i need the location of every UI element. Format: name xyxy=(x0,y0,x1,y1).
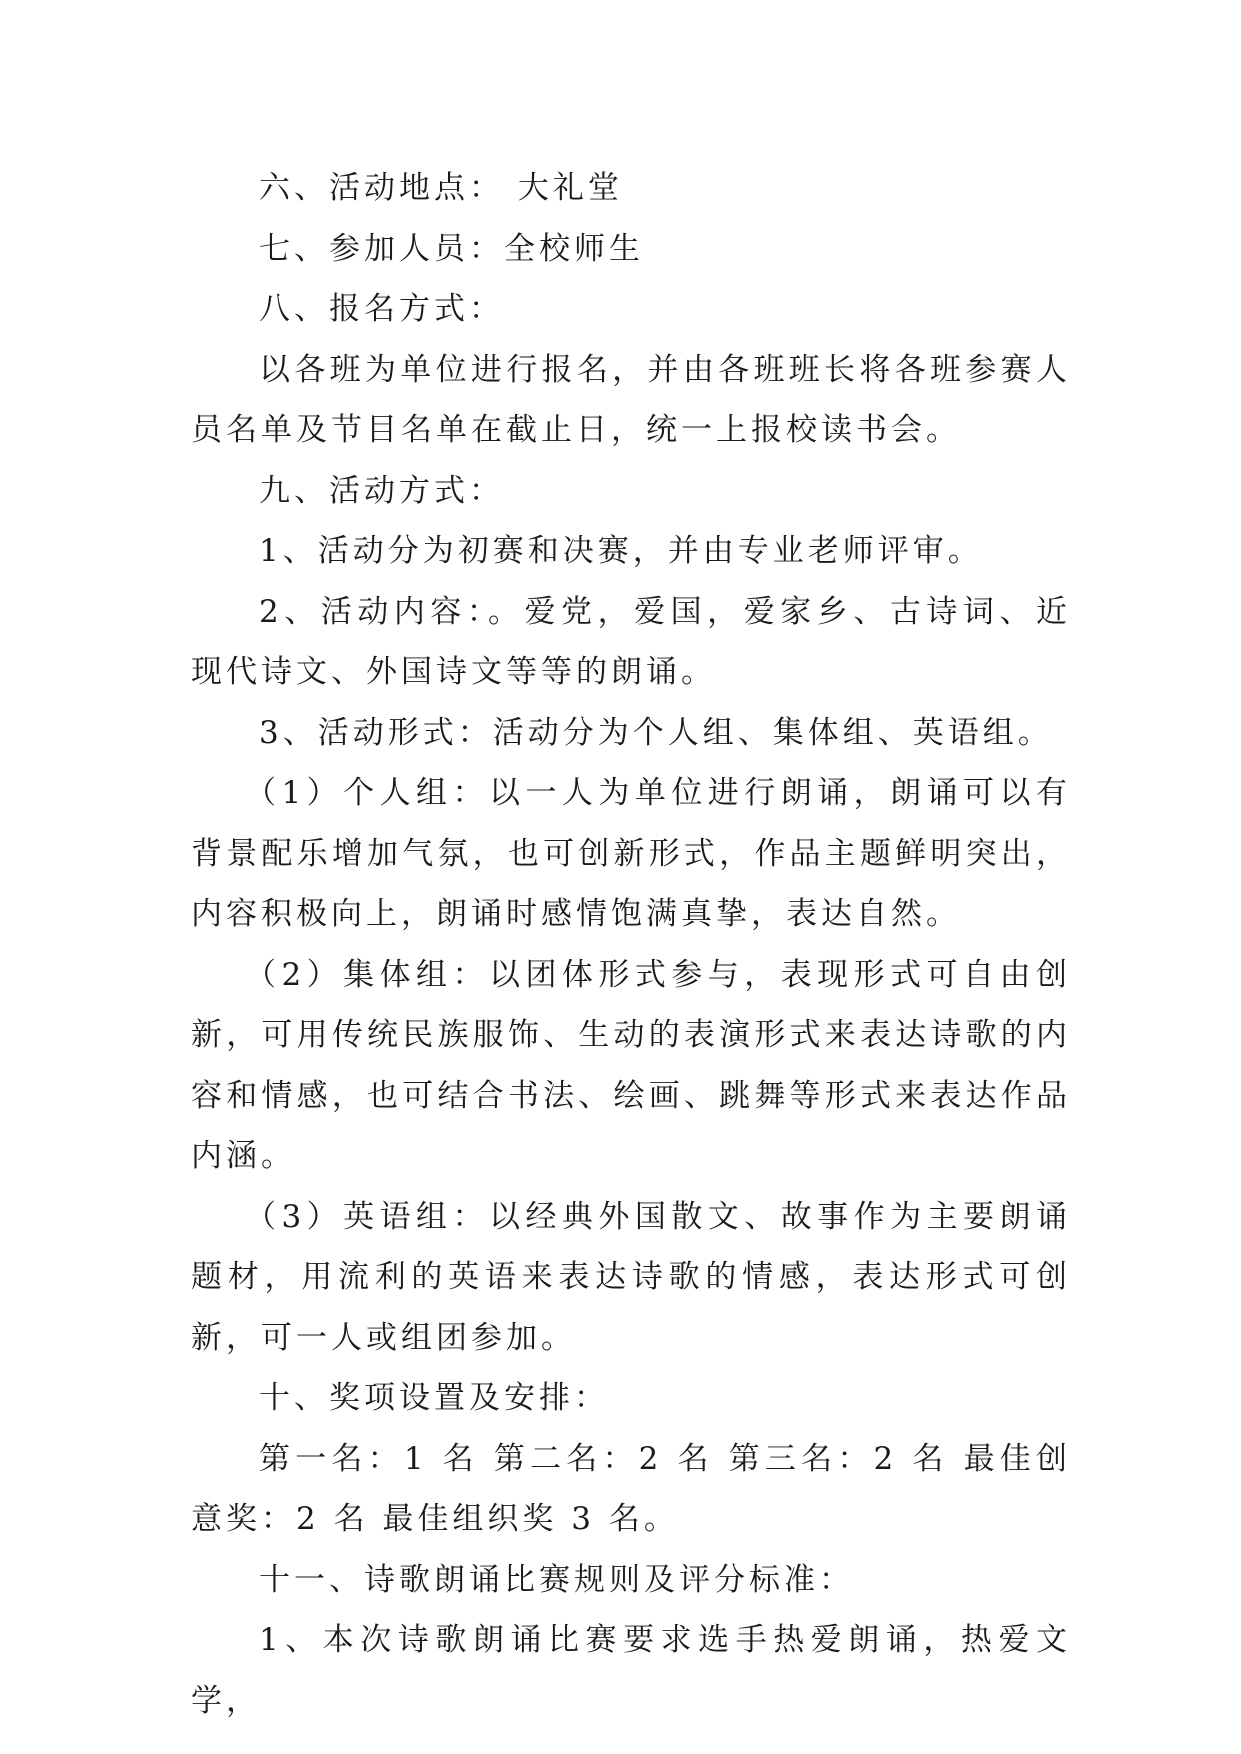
paragraph-participants: 七、参加人员：全校师生 xyxy=(259,230,644,267)
paragraph-venue: 六、活动地点： 大礼堂 xyxy=(259,170,623,206)
paragraph-awards-body: 第一名：1 名 第二名：2 名 第三名：2 名 最佳创意奖：2 名 最佳组织奖 3 名。 xyxy=(191,1440,1071,1537)
paragraph-registration-heading: 八、报名方式： xyxy=(259,291,504,327)
document-body xyxy=(191,158,1071,1731)
paragraph-english-group: （3）英语组：以经典外国散文、故事作为主要朗诵题材，用流利的英语来表达诗歌的情感，表达形式可创新，可一人或组团参加。 xyxy=(191,1198,1071,1356)
paragraph-method-2: 2、活动内容：。爱党，爱国，爱家乡、古诗词、近现代诗文、外国诗文等等的朗诵。 xyxy=(191,593,1071,690)
paragraph-method-1: 1、活动分为初赛和决赛，并由专业老师评审。 xyxy=(259,533,983,569)
paragraph-awards-heading: 十、奖项设置及安排： xyxy=(259,1380,609,1416)
paragraph-rules-1: 1、本次诗歌朗诵比赛要求选手热爱朗诵，热爱文学， xyxy=(191,1622,1071,1719)
paragraph-method-3: 3、活动形式：活动分为个人组、集体组、英语组。 xyxy=(259,714,1053,751)
paragraph-rules-heading: 十一、诗歌朗诵比赛规则及评分标准： xyxy=(259,1561,854,1598)
paragraph-method-heading: 九、活动方式： xyxy=(259,472,504,509)
paragraph-individual-group: （1）个人组：以一人为单位进行朗诵，朗诵可以有背景配乐增加气氛，也可创新形式，作品主题鲜明突出，内容积极向上，朗诵时感情饱满真挚，表达自然。 xyxy=(191,775,1071,932)
paragraph-registration-body: 以各班为单位进行报名，并由各班班长将各班参赛人员名单及节目名单在截止日，统一上报校读书会。 xyxy=(191,351,1071,448)
paragraph-collective-group: （2）集体组：以团体形式参与，表现形式可自由创新，可用传统民族服饰、生动的表演形式来表达诗歌的内容和情感，也可结合书法、绘画、跳舞等形式来表达作品内涵。 xyxy=(191,956,1071,1174)
